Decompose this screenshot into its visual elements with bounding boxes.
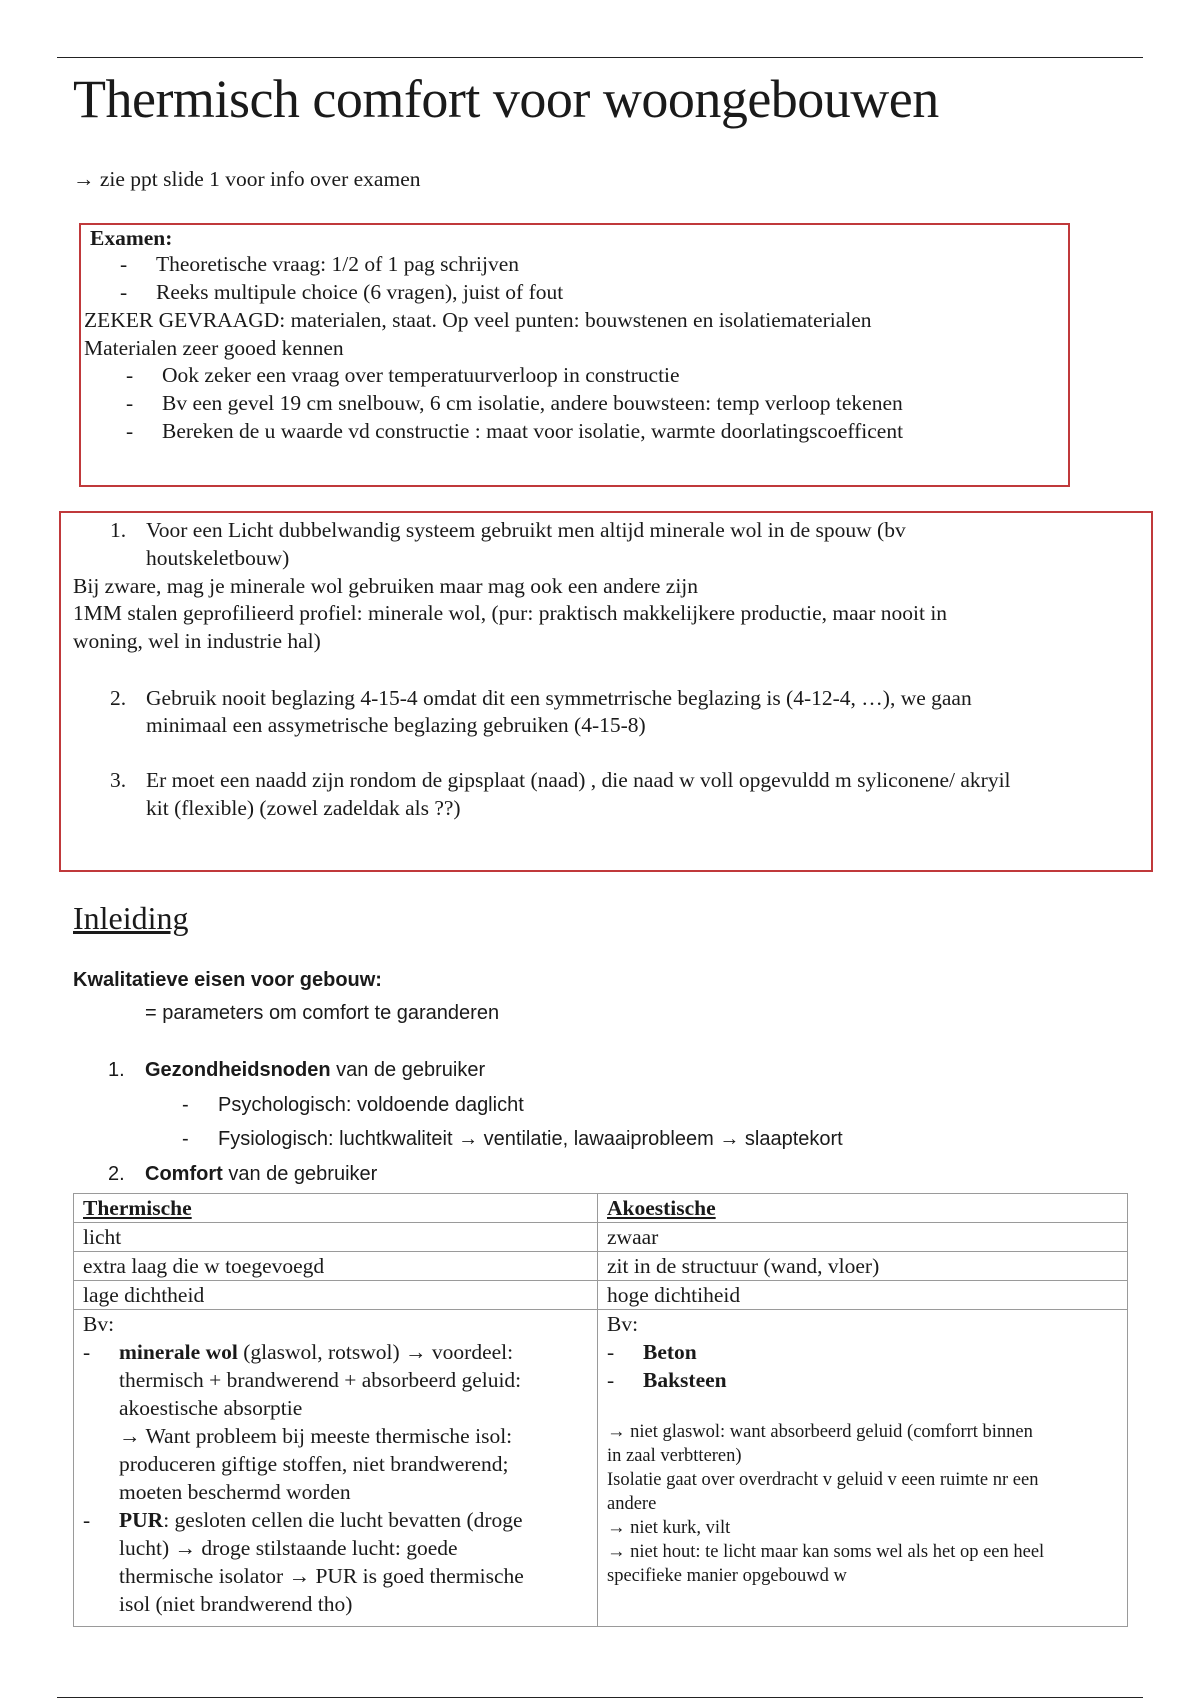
exam-item: - [120, 252, 128, 276]
exam-item: - [120, 280, 128, 304]
list-item-rest: van de gebruiker [222, 1163, 378, 1185]
example-bold: minerale wol [119, 1340, 238, 1364]
example-text: (glaswol, rotswol) → voordeel: [237, 1340, 514, 1364]
bv-label: Bv: [607, 1312, 639, 1336]
list-item [145, 1161, 377, 1187]
example-bold: Beton [643, 1340, 697, 1364]
note-number: 2. [110, 686, 127, 710]
note-text: Bij zware, mag je minerale wol gebruiken maar mag ook een andere zijn [73, 574, 699, 598]
table-header-row [74, 1194, 1128, 1223]
comparison-table [73, 1193, 1128, 1627]
example-text: produceren giftige stoffen, niet brandwerend; [119, 1452, 509, 1476]
table-cell: lage dichtheid [74, 1281, 598, 1310]
table-header: Thermische [74, 1194, 598, 1223]
table-cell: zwaar [598, 1223, 1128, 1252]
example-item: - Baksteen [607, 1368, 727, 1392]
exam-line: ZEKER GEVRAAGD: materialen, staat. Op veel punten: bouwstenen en isolatiematerialen [84, 308, 872, 332]
bv-label: Bv: [83, 1312, 115, 1336]
exam-item: - [126, 391, 134, 415]
exam-item-text: Reeks multipule choice (6 vragen), juist of fout [156, 280, 564, 304]
example-bold: PUR [119, 1508, 164, 1532]
table-cell: zit in de structuur (wand, vloer) [598, 1252, 1128, 1281]
note-text: 1MM stalen geprofilieerd profiel: minerale wol, (pur: praktisch makkelijkere productie, maar nooit in [73, 601, 948, 625]
note-number: 3. [110, 768, 127, 792]
note-text: Voor een Licht dubbelwandig systeem gebruikt men altijd minerale wol in de spouw (bv [146, 518, 906, 542]
note-text: minimaal een assymetrische beglazing gebruiken (4-15-8) [146, 713, 646, 737]
example-item: - PUR: gesloten cellen die lucht bevatten (droge lucht) → droge stilstaande lucht: goede thermische isolator → PUR is goed thermische isol (niet brandwerend tho) [83, 1506, 588, 1618]
table-cell: licht [74, 1223, 598, 1252]
example-item: - Beton [607, 1340, 697, 1364]
table-header: Akoestische [598, 1194, 1128, 1223]
exam-item-text: Ook zeker een vraag over temperatuurverloop in constructie [162, 363, 680, 387]
note-line: in zaal verbtteren) [607, 1446, 742, 1466]
note-line: Isolatie gaat over overdracht v geluid v eeen ruimte nr een [607, 1470, 1039, 1490]
exam-line: Materialen zeer gooed kennen [84, 336, 344, 360]
example-text: : gesloten cellen die lucht bevatten (droge [163, 1508, 523, 1532]
example-text: moeten beschermd worden [119, 1480, 351, 1504]
note-line: → niet hout: te licht maar kan soms wel als het op een heel [607, 1542, 1045, 1562]
sublist-item: Fysiologisch: luchtkwaliteit → ventilatie, lawaaiprobleem → slaaptekort [218, 1128, 843, 1150]
note-text: woning, wel in industrie hal) [73, 629, 321, 653]
example-text: akoestische absorptie [119, 1396, 303, 1420]
note-line: andere [607, 1494, 657, 1514]
table-row [74, 1310, 1128, 1627]
sublist-dash: - [182, 1094, 189, 1116]
note-line: → niet glaswol: want absorbeerd geluid (comforrt binnen [607, 1422, 1033, 1442]
example-text: thermische isolator → PUR is goed thermische [119, 1564, 524, 1588]
example-item: - minerale wol (glaswol, rotswol) → voordeel: thermisch + brandwerend + absorbeerd geluid: akoestische absorptie → Want probleem bij meeste thermische isol: produceren giftige stoffen, niet brandwerend; moeten beschermd worden [83, 1338, 588, 1506]
note-line: specifieke manier opgebouwd w [607, 1566, 847, 1586]
intro-note: → zie ppt slide 1 voor info over examen [73, 167, 421, 191]
exam-item-text: Bereken de u waarde vd constructie : maat voor isolatie, warmte doorlatingscoefficent [162, 419, 904, 443]
exam-heading: Examen: [90, 226, 173, 250]
exam-item: - [126, 419, 134, 443]
example-text: → Want probleem bij meeste thermische isol: [119, 1424, 513, 1448]
list-item-rest: van de gebruiker [330, 1059, 486, 1081]
example-text: lucht) → droge stilstaande lucht: goede [119, 1536, 458, 1560]
table-cell-thermal-examples [74, 1310, 598, 1627]
note-text: Gebruik nooit beglazing 4-15-4 omdat dit een symmetrrische beglazing is (4-12-4, …), we gaan [146, 686, 972, 710]
acoustic-notes [607, 1420, 1118, 1588]
exam-item-text: Theoretische vraag: 1/2 of 1 pag schrijven [156, 252, 519, 276]
note-number: 1. [110, 518, 127, 542]
list-number: 1. [108, 1059, 125, 1081]
table-cell: hoge dichtiheid [598, 1281, 1128, 1310]
example-bold: Baksteen [643, 1368, 727, 1392]
bottom-rule [57, 1697, 1143, 1698]
table-cell-acoustic-examples [598, 1310, 1128, 1627]
list-item-bold: Comfort [145, 1163, 223, 1185]
top-rule [57, 57, 1143, 58]
table-row [74, 1252, 1128, 1281]
list-number: 2. [108, 1163, 125, 1185]
page-title: Thermisch comfort voor woongebouwen [73, 69, 939, 129]
example-text: thermisch + brandwerend + absorbeerd geluid: [119, 1368, 522, 1392]
section-heading: Inleiding [73, 900, 189, 936]
note-text: Er moet een naadd zijn rondom de gipsplaat (naad) , die naad w voll opgevuldd m syliconene/ akryil [146, 768, 1011, 792]
note-text: kit (flexible) (zowel zadeldak als ??) [146, 796, 461, 820]
exam-item: - [126, 363, 134, 387]
list-item [145, 1057, 485, 1083]
table-cell: extra laag die w toegevoegd [74, 1252, 598, 1281]
list-item-bold: Gezondheidsnoden [145, 1059, 331, 1081]
sublist-dash: - [182, 1128, 189, 1150]
example-text: isol (niet brandwerend tho) [119, 1592, 353, 1616]
sublist-item: Psychologisch: voldoende daglicht [218, 1094, 524, 1116]
note-line: → niet kurk, vilt [607, 1518, 731, 1538]
table-row [74, 1281, 1128, 1310]
table-row [74, 1223, 1128, 1252]
note-text: houtskeletbouw) [146, 546, 290, 570]
exam-item-text: Bv een gevel 19 cm snelbouw, 6 cm isolatie, andere bouwsteen: temp verloop tekenen [162, 391, 903, 415]
section-subheading: Kwalitatieve eisen voor gebouw: [73, 969, 382, 991]
definition-text: = parameters om comfort te garanderen [145, 1002, 500, 1024]
